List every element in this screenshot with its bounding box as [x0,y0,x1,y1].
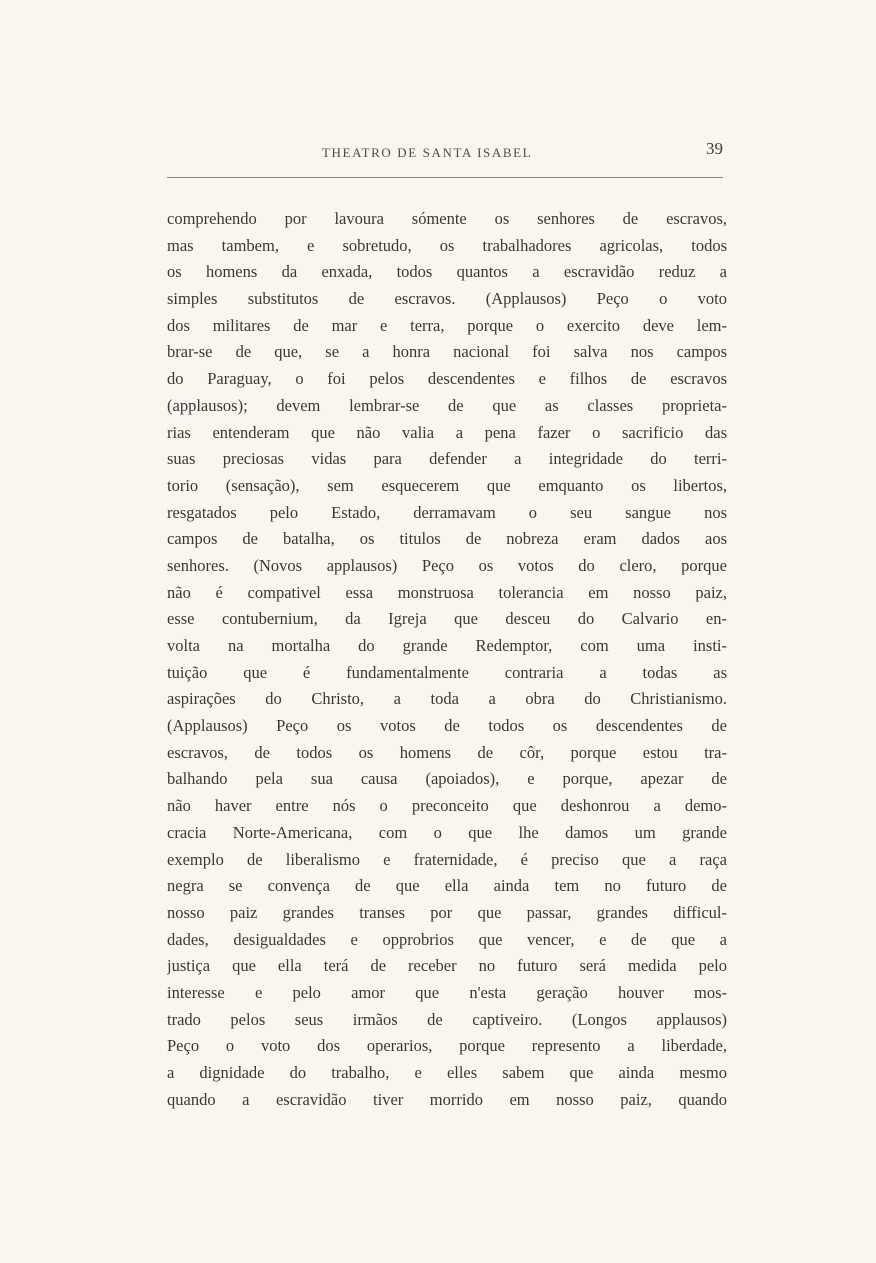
text-line: trado pelos seus irmãos de captiveiro. (Longos applausos) [167,1009,727,1029]
text-line: (Applausos) Peço os votos de todos os descendentes de [167,716,727,736]
text-line: do Paraguay, o foi pelos descendentes e filhos de escravos [167,369,727,389]
text-line: escravos, de todos os homens de côr, porque estou tra- [167,742,727,762]
text-line: brar-se de que, se a honra nacional foi salva nos campos [167,342,727,362]
text-line: interesse e pelo amor que n'esta geração houver mos- [167,982,727,1002]
page-number: 39 [706,139,723,158]
text-line: balhando pela sua causa (apoiados), e porque, apezar de [167,769,727,789]
running-header [167,141,723,178]
text-line: justiça que ella terá de receber no futuro será medida pelo [167,956,727,976]
text-line: comprehendo por lavoura sómente os senhores de escravos, [167,209,727,228]
text-line: dos militares de mar e terra, porque o exercito deve lem- [167,315,727,335]
text-line: aspirações do Christo, a toda a obra do Christianismo. [167,689,727,709]
running-title: THEATRO DE SANTA ISABEL [322,145,533,160]
text-line: (applausos); devem lembrar-se de que as classes proprieta- [167,395,727,415]
text-line: Peço o voto dos operarios, porque represento a liberdade, [167,1036,727,1056]
text-line: senhores. (Novos applausos) Peço os votos do clero, porque [167,555,727,575]
text-line: rias entenderam que não valia a pena fazer o sacrificio das [167,422,727,442]
text-line: tuição que é fundamentalmente contraria a todas as [167,662,727,682]
text-line: mas tambem, e sobretudo, os trabalhadores agricolas, todos [167,235,727,255]
text-line: cracia Norte-Americana, com o que lhe damos um grande [167,822,727,842]
text-line: negra se convença de que ella ainda tem no futuro de [167,876,727,896]
text-line: esse contubernium, da Igreja que desceu do Calvario en- [167,609,727,629]
text-line: nosso paiz grandes transes por que passar, grandes difficul- [167,902,727,922]
text-line: torio (sensação), sem esquecerem que emquanto os libertos, [167,475,727,495]
text-line: volta na mortalha do grande Redemptor, com uma insti- [167,636,727,655]
text-line: não haver entre nós o preconceito que deshonrou a demo- [167,796,727,816]
text-line: suas preciosas vidas para defender a integridade do terri- [167,449,727,469]
text-line: simples substitutos de escravos. (Applausos) Peço o voto [167,289,727,309]
text-line: a dignidade do trabalho, e elles sabem que ainda mesmo [167,1063,727,1082]
body-text [167,206,727,1113]
text-line: resgatados pelo Estado, derramavam o seu sangue nos [167,502,727,522]
text-line: campos de batalha, os titulos de nobreza eram dados aos [167,529,727,549]
text-line: quando a escravidão tiver morrido em nosso paiz, quando [167,1089,727,1109]
text-line: exemplo de liberalismo e fraternidade, é preciso que a raça [167,849,727,869]
text-line: os homens da enxada, todos quantos a escravidão reduz a [167,262,727,282]
text-line: não é compativel essa monstruosa tolerancia em nosso paiz, [167,582,727,602]
text-line: dades, desigualdades e opprobrios que vencer, e de que a [167,929,727,949]
